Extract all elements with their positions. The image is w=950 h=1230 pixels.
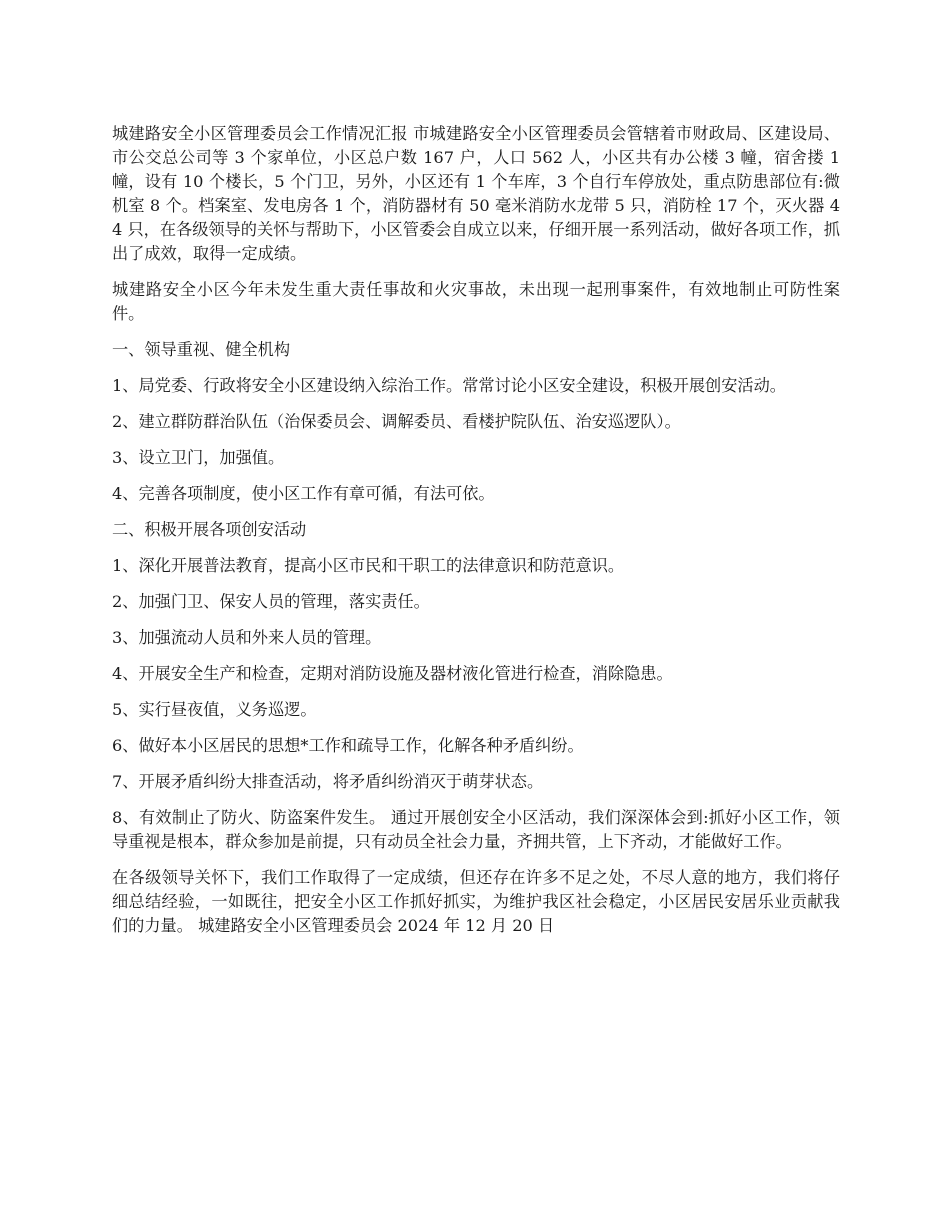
list-item: 8、有效制止了防火、防盗案件发生。 通过开展创安全小区活动，我们深深体会到:抓好小区工作，领导重视是根本，群众参加是前提，只有动员全社会力量，齐拥共管，上下齐动，才能做好工作。 <box>112 808 840 851</box>
list-item: 2、建立群防群治队伍（治保委员会、调解委员、看楼护院队伍、治安巡逻队）。 <box>112 412 681 431</box>
list-item: 4、完善各项制度，使小区工作有章可循，有法可依。 <box>112 484 495 503</box>
list-item: 3、加强流动人员和外来人员的管理。 <box>112 628 382 647</box>
paragraph-summary: 城建路安全小区今年未发生重大责任事故和火灾事故，未出现一起刑事案件，有效地制止可防性案件。 <box>112 280 840 323</box>
list-item: 1、局党委、行政将安全小区建设纳入综治工作。常常讨论小区安全建设，积极开展创安活动。 <box>112 376 786 395</box>
document-body <box>112 122 840 950</box>
list-item: 3、设立卫门，加强值。 <box>112 448 285 467</box>
list-item: 6、做好本小区居民的思想*工作和疏导工作，化解各种矛盾纠纷。 <box>112 736 584 755</box>
section-heading-2: 二、积极开展各项创安活动 <box>112 520 307 539</box>
paragraph-intro: 城建路安全小区管理委员会工作情况汇报 市城建路安全小区管理委员会管辖着市财政局、区建设局、市公交总公司等 3 个家单位，小区总户数 167 户，人口 562 人，小区共有办公楼 3 幢，宿舍搂 1 幢，设有 10 个楼长，5 个门卫，另外，小区还有 1 个车库，3 个自行车停放处，重点防患部位有:微机室 8 个。档案室、发电房各 1 个，消防器材有 50 毫米消防水龙带 5 只，消防栓 17 个，灭火器 44 只，在各级领导的关怀与帮助下，小区管委会自成立以来，仔细开展一系列活动，做好各项工作，抓出了成效，取得一定成绩。 <box>112 124 840 263</box>
section-heading-1: 一、领导重视、健全机构 <box>112 340 291 359</box>
list-item: 2、加强门卫、保安人员的管理，落实责任。 <box>112 592 430 611</box>
list-item: 1、深化开展普法教育，提高小区市民和干职工的法律意识和防范意识。 <box>112 556 625 575</box>
list-item: 5、实行昼夜值，义务巡逻。 <box>112 700 317 719</box>
list-item: 4、开展安全生产和检查，定期对消防设施及器材液化管进行检查，消除隐患。 <box>112 664 673 683</box>
paragraph-closing: 在各级领导关怀下，我们工作取得了一定成绩，但还存在许多不足之处，不尽人意的地方，我们将仔细总结经验，一如既往，把安全小区工作抓好抓实，为维护我区社会稳定，小区居民安居乐业贡献我们的力量。 城建路安全小区管理委员会 2024 年 12 月 20 日 <box>112 868 840 935</box>
list-item: 7、开展矛盾纠纷大排查活动，将矛盾纠纷消灭于萌芽状态。 <box>112 772 544 791</box>
